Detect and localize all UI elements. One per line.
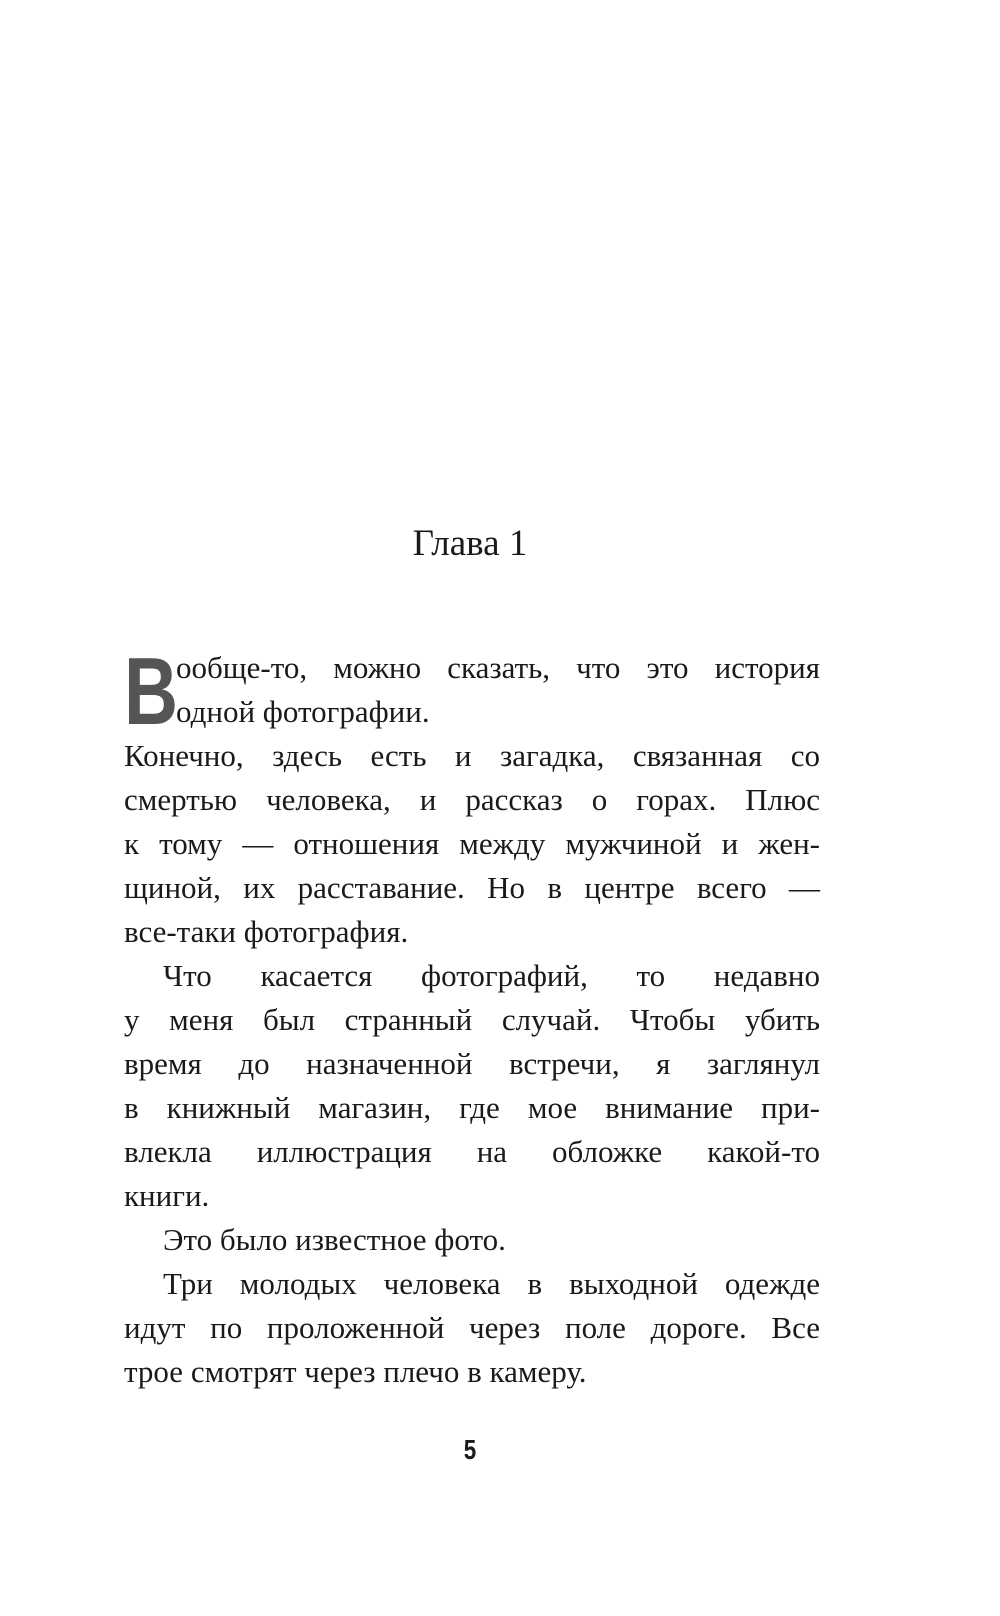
text-line: влекла иллюстрация на обложке какой-то [124, 1134, 820, 1169]
text-line: в книжный магазин, где мое внимание при- [124, 1090, 820, 1125]
text-line: к тому — отношения между мужчиной и жен- [124, 826, 820, 861]
text-line: Это было известное фото. [163, 1222, 506, 1257]
dropcap-lines [176, 646, 820, 734]
text-line: время до назначенной встречи, я заглянул [124, 1046, 820, 1081]
chapter-body [124, 638, 820, 1394]
text-line: все-таки фотография. [124, 914, 409, 949]
text-line: у меня был странный случай. Чтобы убить [124, 1002, 820, 1037]
text-line: ообще-то, можно сказать, что это история [176, 650, 820, 685]
text-line: смертью человека, и рассказ о горах. Плюс [124, 782, 820, 817]
text-line: трое смотрят через плечо в камеру. [124, 1354, 587, 1389]
dropcap-letter: В [124, 638, 179, 745]
text-line: идут по проложенной через поле дороге. Все [124, 1310, 820, 1345]
page-number: 5 [463, 1434, 477, 1465]
text-line: Что касается фотографий, то недавно [163, 958, 820, 993]
dropcap-paragraph [124, 638, 820, 745]
text-line: книги. [124, 1178, 210, 1213]
text-line: Конечно, здесь есть и загадка, связанная со [124, 738, 820, 773]
text-line: одной фотографии. [176, 694, 430, 729]
text-line: Три молодых человека в выходной одежде [163, 1266, 820, 1301]
text-line: щиной, их расставание. Но в центре всего — [124, 870, 820, 905]
chapter-title: Глава 1 [412, 523, 528, 564]
